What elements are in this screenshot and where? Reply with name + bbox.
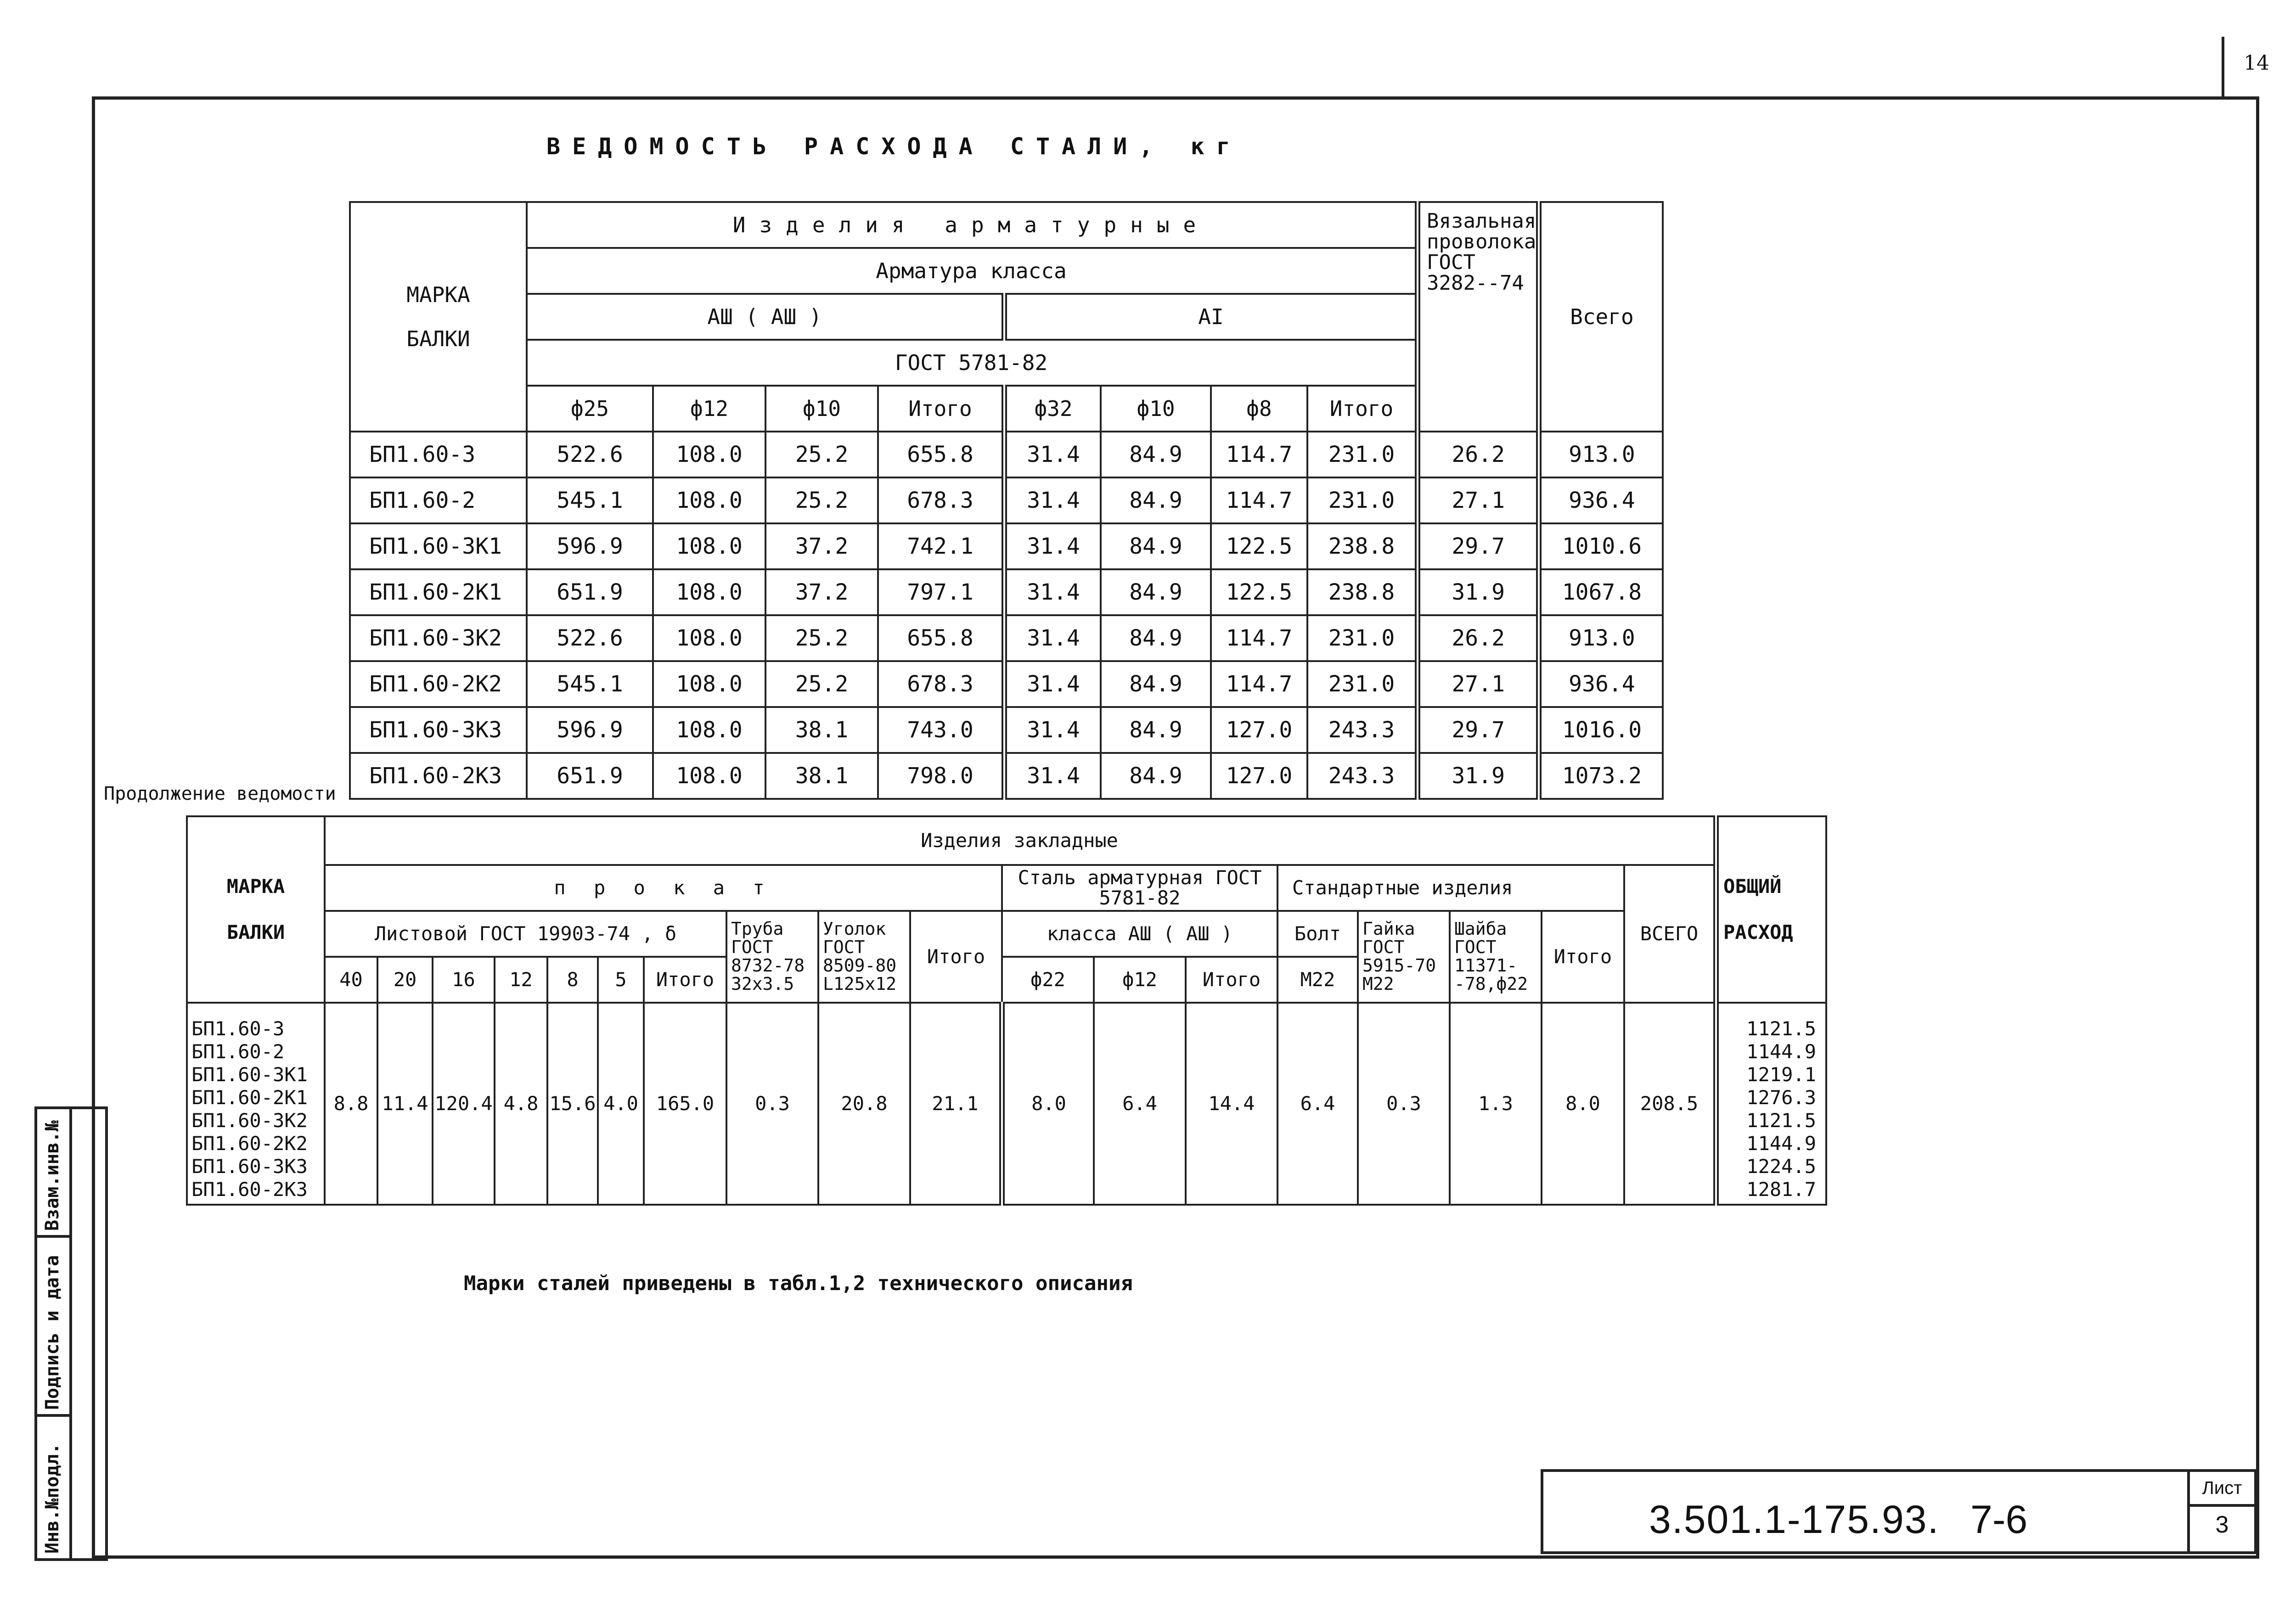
value-cell: 31.4: [1004, 615, 1101, 661]
mark-header: [350, 202, 527, 432]
general-item: 1121.5: [1746, 1109, 1816, 1132]
steel-grades-note: Марки сталей приведены в табл.1,2 технического описания: [464, 1272, 1133, 1295]
value-cell: 31.4: [1004, 432, 1101, 477]
general-list: [1716, 1003, 1826, 1205]
value-cell: 208.5: [1624, 1003, 1716, 1205]
value-cell: 4.8: [495, 1003, 547, 1205]
value-cell: 108.0: [653, 707, 765, 753]
value-cell: 15.6: [547, 1003, 598, 1205]
mark-cell: БП1.60-3К3: [350, 707, 527, 753]
column-header: ф32: [1004, 386, 1101, 432]
value-cell: 31.4: [1004, 477, 1101, 523]
value-cell: 522.6: [527, 615, 653, 661]
pipe-header: Труба ГОСТ 8732-78 32х3.5: [726, 911, 818, 1003]
column-header: ф10: [765, 386, 878, 432]
value-cell: 4.0: [598, 1003, 644, 1205]
value-cell: 243.3: [1307, 707, 1418, 753]
table-row: [350, 569, 1663, 615]
table-row: [350, 661, 1663, 707]
value-cell: 38.1: [765, 753, 878, 799]
value-cell: 84.9: [1101, 753, 1211, 799]
value-cell: 6.4: [1277, 1003, 1358, 1205]
sheet-total-header: Итого: [644, 957, 726, 1003]
total-cell: 936.4: [1539, 661, 1663, 707]
continuation-label: Продолжение ведомости: [104, 783, 336, 804]
mark-header-2: [187, 816, 325, 1003]
side-label-substitute: Взам.инв.№: [42, 1120, 63, 1231]
document-subcode: 7-6: [1970, 1498, 2028, 1542]
value-cell: 651.9: [527, 753, 653, 799]
bolt-header: Болт: [1277, 911, 1358, 957]
mark-header-2-line2: БАЛКИ: [226, 921, 285, 943]
total-cell: 1067.8: [1539, 569, 1663, 615]
value-cell: 231.0: [1307, 432, 1418, 477]
value-cell: 0.3: [1358, 1003, 1450, 1205]
mark-cell: БП1.60-2К2: [350, 661, 527, 707]
value-cell: 20.8: [818, 1003, 910, 1205]
prokat-total-header: Итого: [910, 911, 1002, 1003]
general-item: 1281.7: [1746, 1178, 1816, 1201]
total-cell: 1016.0: [1539, 707, 1663, 753]
group-header-2: Изделия закладные: [325, 816, 1716, 865]
total-cell: 913.0: [1539, 615, 1663, 661]
general-item: 1219.1: [1746, 1063, 1816, 1086]
value-cell: 84.9: [1101, 477, 1211, 523]
value-cell: 231.0: [1307, 661, 1418, 707]
value-cell: 108.0: [653, 432, 765, 477]
value-cell: 25.2: [765, 661, 878, 707]
wire-cell: 27.1: [1418, 477, 1539, 523]
general-item: 1144.9: [1746, 1132, 1816, 1155]
value-cell: 238.8: [1307, 569, 1418, 615]
value-cell: 108.0: [653, 569, 765, 615]
rebar-column-header: ф12: [1094, 957, 1186, 1003]
value-cell: 25.2: [765, 432, 878, 477]
value-cell: 31.4: [1004, 661, 1101, 707]
general-item: 1144.9: [1746, 1040, 1816, 1063]
value-cell: 655.8: [878, 432, 1004, 477]
value-cell: 655.8: [878, 615, 1004, 661]
value-cell: 743.0: [878, 707, 1004, 753]
value-cell: 114.7: [1211, 477, 1307, 523]
mark-item: БП1.60-3К1: [191, 1063, 308, 1086]
value-cell: 120.4: [433, 1003, 495, 1205]
value-cell: 8.0: [1002, 1003, 1094, 1205]
wire-cell: 26.2: [1418, 615, 1539, 661]
general-item: 1276.3: [1746, 1086, 1816, 1109]
value-cell: 37.2: [765, 569, 878, 615]
general-item: 1224.5: [1746, 1155, 1816, 1178]
value-cell: 25.2: [765, 615, 878, 661]
rebar-header: Сталь арматурная ГОСТ 5781-82: [1002, 865, 1277, 911]
wire-cell: 31.9: [1418, 753, 1539, 799]
mark-cell: БП1.60-2К3: [350, 753, 527, 799]
mark-cell: БП1.60-2К1: [350, 569, 527, 615]
value-cell: 114.7: [1211, 615, 1307, 661]
sheet-index: 3: [2215, 1511, 2229, 1538]
mark-cell: БП1.60-3: [350, 432, 527, 477]
value-cell: 38.1: [765, 707, 878, 753]
sheet-cell: [2187, 1472, 2254, 1551]
bolt-sub: М22: [1277, 957, 1358, 1003]
value-cell: 84.9: [1101, 569, 1211, 615]
value-cell: 108.0: [653, 753, 765, 799]
side-label-inventory: Инв.№подл.: [42, 1443, 63, 1554]
value-cell: 31.4: [1004, 523, 1101, 569]
value-cell: 6.4: [1094, 1003, 1186, 1205]
general-item: 1121.5: [1746, 1017, 1816, 1040]
total-cell: 1010.6: [1539, 523, 1663, 569]
sheet-column-header: 16: [433, 957, 495, 1003]
value-cell: 127.0: [1211, 707, 1307, 753]
value-cell: 114.7: [1211, 661, 1307, 707]
wire-cell: 31.9: [1418, 569, 1539, 615]
column-header: ф8: [1211, 386, 1307, 432]
side-label-signature: Подпись и дата: [42, 1255, 63, 1410]
value-cell: 238.8: [1307, 523, 1418, 569]
value-cell: 108.0: [653, 477, 765, 523]
ai-header: АI: [1004, 294, 1418, 340]
sheet-column-header: 40: [325, 957, 377, 1003]
mark-cell: БП1.60-2: [350, 477, 527, 523]
total-cell: 913.0: [1539, 432, 1663, 477]
all-header: ВСЕГО: [1624, 865, 1716, 1003]
value-cell: 231.0: [1307, 477, 1418, 523]
total-header: Всего: [1539, 202, 1663, 432]
sheet-column-header: 8: [547, 957, 598, 1003]
table-row: [350, 477, 1663, 523]
value-cell: 108.0: [653, 615, 765, 661]
nut-header-text: Гайка ГОСТ 5915-70: [1362, 919, 1436, 976]
column-header: ф12: [653, 386, 765, 432]
general-header-line1: ОБЩИЙ: [1723, 875, 1782, 898]
value-cell: 243.3: [1307, 753, 1418, 799]
value-cell: 122.5: [1211, 523, 1307, 569]
gost-header: ГОСТ 5781-82: [527, 340, 1418, 386]
value-cell: 678.3: [878, 477, 1004, 523]
side-stamp: [34, 1106, 108, 1561]
value-cell: 84.9: [1101, 432, 1211, 477]
sheet-column-header: 12: [495, 957, 547, 1003]
value-cell: 651.9: [527, 569, 653, 615]
value-cell: 127.0: [1211, 753, 1307, 799]
general-header: [1716, 816, 1826, 1003]
rebar-class-header: класса АШ ( АШ ): [1002, 911, 1277, 957]
value-cell: 596.9: [527, 523, 653, 569]
total-cell: 936.4: [1539, 477, 1663, 523]
table-row: [350, 523, 1663, 569]
value-cell: 596.9: [527, 707, 653, 753]
value-cell: 108.0: [653, 523, 765, 569]
value-cell: 84.9: [1101, 661, 1211, 707]
wire-cell: 26.2: [1418, 432, 1539, 477]
mark-header-line1: МАРКА: [406, 282, 470, 307]
value-cell: 14.4: [1186, 1003, 1277, 1205]
value-cell: 84.9: [1101, 523, 1211, 569]
value-cell: 31.4: [1004, 753, 1101, 799]
table-row: [350, 707, 1663, 753]
wire-cell: 29.7: [1418, 523, 1539, 569]
mark-header-line2: БАЛКИ: [406, 326, 470, 351]
class-header: Арматура класса: [527, 248, 1418, 294]
value-cell: 108.0: [653, 661, 765, 707]
general-header-line2: РАСХОД: [1723, 921, 1793, 943]
rebar-column-header: ф22: [1002, 957, 1094, 1003]
value-cell: 798.0: [878, 753, 1004, 799]
sheet-number: 14: [2244, 51, 2269, 75]
value-cell: 11.4: [377, 1003, 433, 1205]
side-divider: [69, 1109, 72, 1558]
angle-header: Уголок ГОСТ 8509-80 L125х12: [818, 911, 910, 1003]
value-cell: 678.3: [878, 661, 1004, 707]
table-row: [350, 753, 1663, 799]
value-cell: 522.6: [527, 432, 653, 477]
mark-item: БП1.60-3К2: [191, 1109, 308, 1132]
sheet-label: Лист: [2190, 1472, 2254, 1507]
nut-header: [1358, 911, 1450, 1003]
prokat-header: п р о к а т: [325, 865, 1002, 911]
column-header: Итого: [1307, 386, 1418, 432]
total-cell: 1073.2: [1539, 753, 1663, 799]
sheet-column-header: 20: [377, 957, 433, 1003]
steel-consumption-table: [349, 201, 1664, 800]
wire-header: Вязальная проволока ГОСТ 3282--74: [1418, 202, 1539, 432]
mark-cell: БП1.60-3К1: [350, 523, 527, 569]
mark-item: БП1.60-2К2: [191, 1132, 308, 1155]
value-cell: 165.0: [644, 1003, 726, 1205]
mark-item: БП1.60-3: [191, 1017, 285, 1040]
value-cell: 8.0: [1542, 1003, 1624, 1205]
wire-cell: 27.1: [1418, 661, 1539, 707]
column-header: ф25: [527, 386, 653, 432]
value-cell: 231.0: [1307, 615, 1418, 661]
marks-list: [187, 1003, 325, 1205]
value-cell: 122.5: [1211, 569, 1307, 615]
value-cell: 8.8: [325, 1003, 377, 1205]
side-cell-signature: [37, 1238, 69, 1417]
value-cell: 37.2: [765, 523, 878, 569]
sheet-number-divider: [2222, 37, 2224, 96]
value-cell: 114.7: [1211, 432, 1307, 477]
washer-header: Шайба ГОСТ 11371--78,ф22: [1450, 911, 1542, 1003]
column-header: ф10: [1101, 386, 1211, 432]
document-code: 3.501.1-175.93.: [1649, 1498, 1940, 1542]
wire-cell: 29.7: [1418, 707, 1539, 753]
value-cell: 31.4: [1004, 707, 1101, 753]
side-cell-inventory: [37, 1417, 69, 1558]
mark-item: БП1.60-2К3: [191, 1178, 308, 1201]
value-cell: 545.1: [527, 477, 653, 523]
sheet-header: Листовой ГОСТ 19903-74 , δ: [325, 911, 726, 957]
page-title: ВЕДОМОСТЬ РАСХОДА СТАЛИ, кг: [546, 133, 1242, 160]
aiii-header: АШ ( АШ ): [527, 294, 1004, 340]
nut-sub: М22: [1362, 973, 1394, 994]
table-row: [350, 432, 1663, 477]
value-cell: 742.1: [878, 523, 1004, 569]
value-cell: 797.1: [878, 569, 1004, 615]
title-block: [1541, 1469, 2257, 1554]
table-row: [350, 615, 1663, 661]
rebar-column-header: Итого: [1186, 957, 1277, 1003]
std-header: Стандартные изделия: [1277, 865, 1624, 911]
group-header: Изделия арматурные: [527, 202, 1418, 248]
mark-item: БП1.60-2: [191, 1040, 285, 1063]
embedded-items-table: [186, 815, 1827, 1206]
std-total-header: Итого: [1542, 911, 1624, 1003]
mark-header-2-line1: МАРКА: [226, 875, 285, 898]
value-cell: 84.9: [1101, 707, 1211, 753]
value-cell: 545.1: [527, 661, 653, 707]
side-cell-substitute: [37, 1109, 69, 1238]
mark-item: БП1.60-2К1: [191, 1086, 308, 1109]
mark-item: БП1.60-3К3: [191, 1155, 308, 1178]
sheet-column-header: 5: [598, 957, 644, 1003]
value-cell: 84.9: [1101, 615, 1211, 661]
mark-cell: БП1.60-3К2: [350, 615, 527, 661]
value-cell: 31.4: [1004, 569, 1101, 615]
value-cell: 1.3: [1450, 1003, 1542, 1205]
column-header: Итого: [878, 386, 1004, 432]
value-cell: 0.3: [726, 1003, 818, 1205]
value-cell: 21.1: [910, 1003, 1002, 1205]
value-cell: 25.2: [765, 477, 878, 523]
